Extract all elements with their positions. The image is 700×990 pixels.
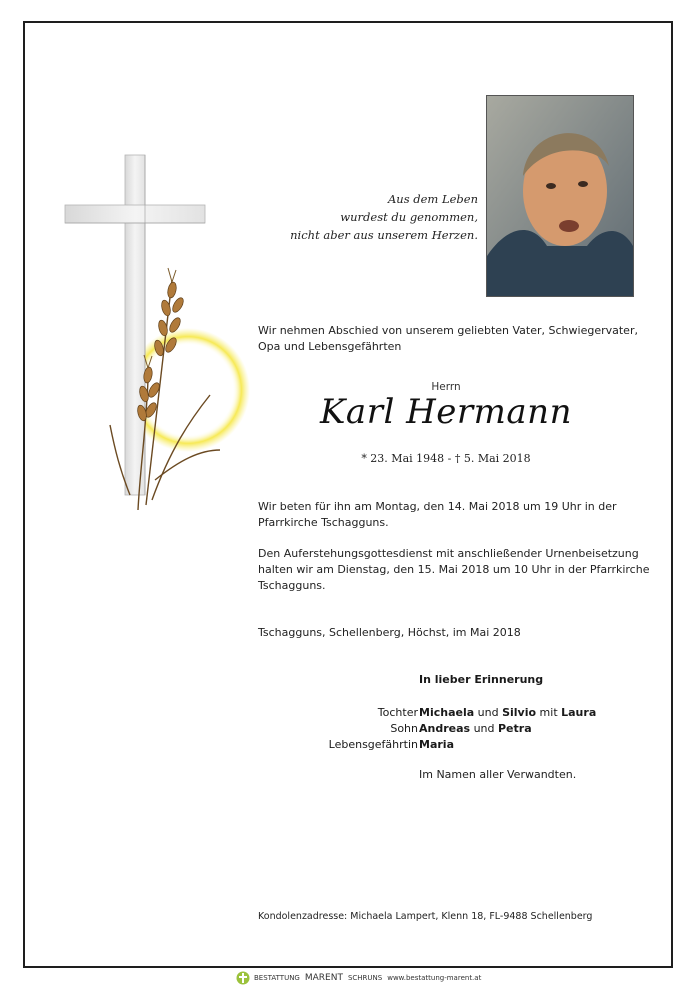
portrait-photo (486, 95, 634, 297)
condolence-address: Kondolenzadresse: Michaela Lampert, Klenn 18, FL-9488 Schellenberg (258, 911, 593, 922)
relation-label: Lebensgefährtin (328, 738, 418, 751)
relative-labels (329, 705, 418, 753)
honorific: Herrn (431, 381, 461, 393)
service-line: Tschagguns. (258, 579, 326, 592)
footer-word: BESTATTUNG (254, 974, 300, 982)
relative-row (419, 721, 596, 737)
closing-text: Im Namen aller Verwandten. (419, 768, 577, 781)
relative-names (419, 705, 596, 753)
footer-url[interactable]: www.bestattung-marent.at (387, 974, 482, 982)
relative-row (419, 705, 596, 721)
prayer-line: Pfarrkirche Tschagguns. (258, 516, 389, 529)
footer-word: MARENT (304, 973, 343, 983)
prayer-line: Wir beten für ihn am Montag, den 14. Mai 2018 um 19 Uhr in der (258, 500, 617, 513)
relatives-list (0, 705, 700, 755)
relation-label: Sohn (390, 722, 418, 735)
service-line: halten wir am Dienstag, den 15. Mai 2018 um 10 Uhr in der Pfarrkirche (258, 563, 650, 576)
connector-text: und (474, 706, 503, 719)
footer-word: SCHRUNS (347, 974, 383, 982)
relative-name: Andreas (419, 722, 471, 735)
place-date: Tschagguns, Schellenberg, Höchst, im Mai 2018 (258, 626, 521, 639)
relative-name: Laura (561, 706, 597, 719)
quote-line: wurdest du genommen, (340, 210, 478, 224)
life-dates: * 23. Mai 1948 - † 5. Mai 2018 (361, 452, 531, 465)
intro-text (258, 323, 638, 355)
deceased-name: Karl Hermann (320, 392, 572, 432)
service-line: Den Auferstehungsgottesdienst mit anschließender Urnenbeisetzung (258, 547, 639, 560)
connector-text: und (470, 722, 498, 735)
intro-line: Opa und Lebensgefährten (258, 340, 402, 353)
memory-title: In lieber Erinnerung (419, 673, 544, 686)
quote-line: Aus dem Leben (387, 192, 478, 206)
relative-row (419, 737, 596, 753)
relative-name: Maria (419, 738, 454, 751)
relative-name: Petra (498, 722, 532, 735)
funeral-home-logo (236, 971, 486, 985)
prayer-text (258, 499, 617, 531)
relation-label: Tochter (377, 706, 418, 719)
service-text (258, 546, 649, 594)
intro-line: Wir nehmen Abschied von unserem geliebten Vater, Schwiegervater, (258, 324, 638, 337)
cross-leaf-icon (236, 971, 250, 985)
relative-name: Michaela (419, 706, 475, 719)
footer (0, 968, 700, 990)
memorial-quote (290, 190, 478, 244)
quote-line: nicht aber aus unserem Herzen. (290, 228, 478, 242)
connector-text: mit (536, 706, 562, 719)
relative-name: Silvio (502, 706, 537, 719)
cross-wheat-icon (60, 150, 250, 515)
